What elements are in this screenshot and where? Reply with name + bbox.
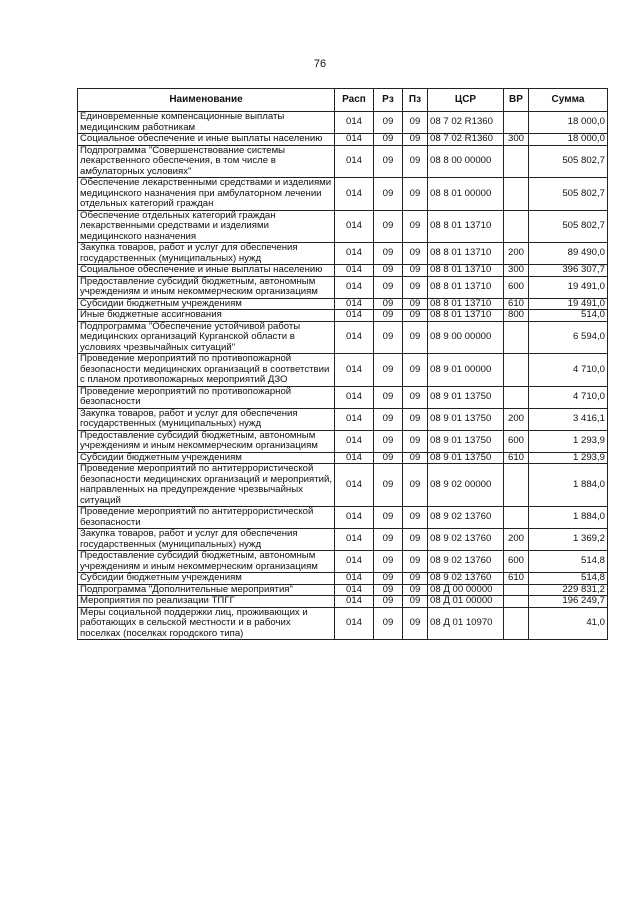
- cell-pz: 09: [403, 551, 428, 573]
- table-row: [78, 276, 608, 298]
- table-row: [78, 145, 608, 178]
- cell-pz: 09: [403, 596, 428, 608]
- cell-vr: 610: [504, 573, 529, 585]
- cell-sum: 1 293,9: [529, 430, 608, 452]
- cell-name: Субсидии бюджетным учреждениям: [78, 452, 335, 464]
- cell-csr: 08 8 01 13710: [428, 276, 504, 298]
- cell-rasp: 014: [335, 573, 374, 585]
- cell-vr: [504, 354, 529, 387]
- cell-name: Субсидии бюджетным учреждениям: [78, 573, 335, 585]
- cell-vr: 600: [504, 430, 529, 452]
- cell-rz: 09: [374, 134, 403, 146]
- cell-csr: 08 9 02 13760: [428, 529, 504, 551]
- cell-pz: 09: [403, 321, 428, 354]
- cell-rz: 09: [374, 265, 403, 277]
- cell-rz: 09: [374, 276, 403, 298]
- cell-rasp: 014: [335, 243, 374, 265]
- cell-vr: 300: [504, 134, 529, 146]
- cell-csr: 08 9 01 13750: [428, 408, 504, 430]
- cell-csr: 08 7 02 R1360: [428, 134, 504, 146]
- cell-sum: 514,8: [529, 573, 608, 585]
- cell-csr: 08 8 01 13710: [428, 298, 504, 310]
- cell-csr: 08 9 01 13750: [428, 452, 504, 464]
- cell-sum: 41,0: [529, 607, 608, 640]
- cell-rasp: 014: [335, 452, 374, 464]
- cell-vr: [504, 607, 529, 640]
- cell-name: Предоставление субсидий бюджетным, автономным учреждениям и иным некоммерческим организациям: [78, 430, 335, 452]
- cell-rz: 09: [374, 551, 403, 573]
- cell-name: Подпрограмма "Дополнительные мероприятия": [78, 584, 335, 596]
- cell-vr: 610: [504, 298, 529, 310]
- cell-name: Подпрограмма "Совершенствование системы лекарственного обеспечения, в том числе в амбулаторных условиях": [78, 145, 335, 178]
- cell-name: Закупка товаров, работ и услуг для обеспечения государственных (муниципальных) нужд: [78, 529, 335, 551]
- cell-rz: 09: [374, 452, 403, 464]
- header-rz: Рз: [374, 89, 403, 112]
- cell-name: Проведение мероприятий по антитеррористической безопасности медицинских организаций и мероприятий, направленных на предупреждение чрезвычайных ситуаций: [78, 464, 335, 507]
- cell-csr: 08 8 01 00000: [428, 178, 504, 211]
- table-row: [78, 321, 608, 354]
- cell-sum: 514,8: [529, 551, 608, 573]
- cell-sum: 505 802,7: [529, 145, 608, 178]
- cell-sum: 18 000,0: [529, 112, 608, 134]
- cell-rz: 09: [374, 243, 403, 265]
- cell-csr: 08 Д 01 10970: [428, 607, 504, 640]
- header-rasp: Расп: [335, 89, 374, 112]
- cell-rasp: 014: [335, 551, 374, 573]
- cell-sum: 89 490,0: [529, 243, 608, 265]
- table-row: [78, 551, 608, 573]
- cell-rasp: 014: [335, 321, 374, 354]
- table-row: [78, 210, 608, 243]
- table-row: [78, 452, 608, 464]
- cell-rasp: 014: [335, 408, 374, 430]
- cell-rasp: 014: [335, 310, 374, 322]
- cell-name: Мероприятия по реализации ТПГГ: [78, 596, 335, 608]
- cell-sum: 229 831,2: [529, 584, 608, 596]
- cell-rz: 09: [374, 210, 403, 243]
- cell-rz: 09: [374, 430, 403, 452]
- cell-rz: 09: [374, 584, 403, 596]
- cell-pz: 09: [403, 584, 428, 596]
- table-row: [78, 507, 608, 529]
- cell-pz: 09: [403, 354, 428, 387]
- cell-pz: 09: [403, 210, 428, 243]
- cell-sum: 6 594,0: [529, 321, 608, 354]
- cell-name: Подпрограмма "Обеспечение устойчивой работы медицинских организаций Курганской области в условиях чрезвычайных ситуаций": [78, 321, 335, 354]
- cell-rz: 09: [374, 573, 403, 585]
- cell-pz: 09: [403, 607, 428, 640]
- cell-rasp: 014: [335, 276, 374, 298]
- cell-pz: 09: [403, 430, 428, 452]
- header-sum: Сумма: [529, 89, 608, 112]
- table-row: [78, 584, 608, 596]
- cell-sum: 505 802,7: [529, 178, 608, 211]
- table-row: [78, 607, 608, 640]
- cell-rasp: 014: [335, 298, 374, 310]
- cell-rasp: 014: [335, 112, 374, 134]
- cell-vr: 200: [504, 408, 529, 430]
- cell-pz: 09: [403, 145, 428, 178]
- cell-name: Социальное обеспечение и иные выплаты населению: [78, 134, 335, 146]
- cell-sum: 4 710,0: [529, 386, 608, 408]
- cell-pz: 09: [403, 265, 428, 277]
- cell-name: Иные бюджетные ассигнования: [78, 310, 335, 322]
- cell-name: Проведение мероприятий по антитеррористической безопасности: [78, 507, 335, 529]
- table-row: [78, 178, 608, 211]
- cell-name: Меры социальной поддержки лиц, проживающих и работающих в сельской местности и в рабочих поселках (поселках городского типа): [78, 607, 335, 640]
- cell-rz: 09: [374, 321, 403, 354]
- cell-rz: 09: [374, 408, 403, 430]
- cell-sum: 1 884,0: [529, 464, 608, 507]
- cell-csr: 08 9 01 00000: [428, 354, 504, 387]
- cell-name: Обеспечение отдельных категорий граждан лекарственными средствами и изделиями медицинского назначения: [78, 210, 335, 243]
- cell-pz: 09: [403, 464, 428, 507]
- table-row: [78, 573, 608, 585]
- cell-pz: 09: [403, 573, 428, 585]
- cell-rasp: 014: [335, 464, 374, 507]
- cell-rz: 09: [374, 607, 403, 640]
- cell-rz: 09: [374, 529, 403, 551]
- header-vr: ВР: [504, 89, 529, 112]
- cell-sum: 4 710,0: [529, 354, 608, 387]
- cell-rasp: 014: [335, 607, 374, 640]
- cell-csr: 08 8 01 13710: [428, 265, 504, 277]
- cell-csr: 08 9 02 13760: [428, 507, 504, 529]
- table-row: [78, 529, 608, 551]
- cell-vr: [504, 584, 529, 596]
- header-csr: ЦСР: [428, 89, 504, 112]
- cell-csr: 08 Д 00 00000: [428, 584, 504, 596]
- cell-rasp: 014: [335, 265, 374, 277]
- table-row: [78, 430, 608, 452]
- cell-rz: 09: [374, 112, 403, 134]
- cell-sum: 3 416,1: [529, 408, 608, 430]
- cell-csr: 08 8 00 00000: [428, 145, 504, 178]
- cell-vr: 200: [504, 529, 529, 551]
- cell-name: Закупка товаров, работ и услуг для обеспечения государственных (муниципальных) нужд: [78, 408, 335, 430]
- cell-rasp: 014: [335, 210, 374, 243]
- cell-vr: [504, 178, 529, 211]
- cell-vr: 610: [504, 452, 529, 464]
- cell-rz: 09: [374, 310, 403, 322]
- cell-vr: 800: [504, 310, 529, 322]
- cell-rasp: 014: [335, 178, 374, 211]
- cell-rasp: 014: [335, 507, 374, 529]
- cell-pz: 09: [403, 243, 428, 265]
- table-row: [78, 112, 608, 134]
- cell-name: Предоставление субсидий бюджетным, автономным учреждениям и иным некоммерческим организациям: [78, 276, 335, 298]
- cell-pz: 09: [403, 276, 428, 298]
- cell-name: Субсидии бюджетным учреждениям: [78, 298, 335, 310]
- page-number: 76: [313, 58, 327, 70]
- cell-pz: 09: [403, 529, 428, 551]
- cell-vr: [504, 464, 529, 507]
- table-row: [78, 596, 608, 608]
- cell-sum: 505 802,7: [529, 210, 608, 243]
- cell-csr: 08 9 02 13760: [428, 573, 504, 585]
- cell-sum: 196 249,7: [529, 596, 608, 608]
- cell-sum: 1 369,2: [529, 529, 608, 551]
- cell-name: Закупка товаров, работ и услуг для обеспечения государственных (муниципальных) нужд: [78, 243, 335, 265]
- cell-vr: [504, 386, 529, 408]
- cell-csr: 08 9 02 00000: [428, 464, 504, 507]
- cell-name: Проведение мероприятий по противопожарной безопасности: [78, 386, 335, 408]
- cell-rasp: 014: [335, 386, 374, 408]
- cell-vr: 300: [504, 265, 529, 277]
- cell-rasp: 014: [335, 134, 374, 146]
- cell-pz: 09: [403, 452, 428, 464]
- cell-pz: 09: [403, 386, 428, 408]
- cell-sum: 18 000,0: [529, 134, 608, 146]
- cell-rz: 09: [374, 354, 403, 387]
- table-row: [78, 298, 608, 310]
- cell-csr: 08 8 01 13710: [428, 210, 504, 243]
- cell-vr: [504, 321, 529, 354]
- cell-rasp: 014: [335, 584, 374, 596]
- cell-sum: 1 884,0: [529, 507, 608, 529]
- cell-rasp: 014: [335, 529, 374, 551]
- cell-name: Единовременные компенсационные выплаты медицинским работникам: [78, 112, 335, 134]
- cell-pz: 09: [403, 507, 428, 529]
- cell-name: Предоставление субсидий бюджетным, автономным учреждениям и иным некоммерческим организациям: [78, 551, 335, 573]
- cell-csr: 08 9 01 13750: [428, 386, 504, 408]
- table-row: [78, 134, 608, 146]
- cell-pz: 09: [403, 134, 428, 146]
- table-row: [78, 408, 608, 430]
- cell-rz: 09: [374, 145, 403, 178]
- table-header-row: [78, 89, 608, 112]
- cell-rz: 09: [374, 464, 403, 507]
- table-row: [78, 243, 608, 265]
- cell-csr: 08 7 02 R1360: [428, 112, 504, 134]
- cell-name: Проведение мероприятий по противопожарной безопасности медицинских организаций в соответствии с планом противопожарных мероприятий ДЗО: [78, 354, 335, 387]
- cell-sum: 396 307,7: [529, 265, 608, 277]
- cell-rasp: 014: [335, 354, 374, 387]
- cell-sum: 19 491,0: [529, 276, 608, 298]
- cell-sum: 514,0: [529, 310, 608, 322]
- cell-csr: 08 9 02 13760: [428, 551, 504, 573]
- table-row: [78, 310, 608, 322]
- table-body: [78, 112, 608, 640]
- cell-vr: [504, 112, 529, 134]
- cell-vr: [504, 210, 529, 243]
- cell-vr: 600: [504, 276, 529, 298]
- cell-rz: 09: [374, 507, 403, 529]
- cell-pz: 09: [403, 298, 428, 310]
- cell-name: Обеспечение лекарственными средствами и изделиями медицинского назначения при амбулаторном лечении отдельных категорий граждан: [78, 178, 335, 211]
- cell-csr: 08 9 00 00000: [428, 321, 504, 354]
- cell-rz: 09: [374, 178, 403, 211]
- table-row: [78, 386, 608, 408]
- cell-pz: 09: [403, 112, 428, 134]
- cell-pz: 09: [403, 178, 428, 211]
- cell-csr: 08 8 01 13710: [428, 243, 504, 265]
- cell-pz: 09: [403, 310, 428, 322]
- cell-vr: [504, 596, 529, 608]
- budget-table: [77, 88, 608, 640]
- cell-rasp: 014: [335, 145, 374, 178]
- cell-vr: [504, 145, 529, 178]
- cell-csr: 08 8 01 13710: [428, 310, 504, 322]
- cell-name: Социальное обеспечение и иные выплаты населению: [78, 265, 335, 277]
- cell-csr: 08 9 01 13750: [428, 430, 504, 452]
- table-row: [78, 265, 608, 277]
- cell-csr: 08 Д 01 00000: [428, 596, 504, 608]
- cell-rz: 09: [374, 386, 403, 408]
- cell-sum: 1 293,9: [529, 452, 608, 464]
- table-row: [78, 354, 608, 387]
- cell-sum: 19 491,0: [529, 298, 608, 310]
- cell-vr: 600: [504, 551, 529, 573]
- cell-vr: 200: [504, 243, 529, 265]
- cell-pz: 09: [403, 408, 428, 430]
- header-name: Наименование: [78, 89, 335, 112]
- cell-rasp: 014: [335, 596, 374, 608]
- cell-vr: [504, 507, 529, 529]
- cell-rz: 09: [374, 596, 403, 608]
- table-row: [78, 464, 608, 507]
- cell-rz: 09: [374, 298, 403, 310]
- cell-rasp: 014: [335, 430, 374, 452]
- header-pz: Пз: [403, 89, 428, 112]
